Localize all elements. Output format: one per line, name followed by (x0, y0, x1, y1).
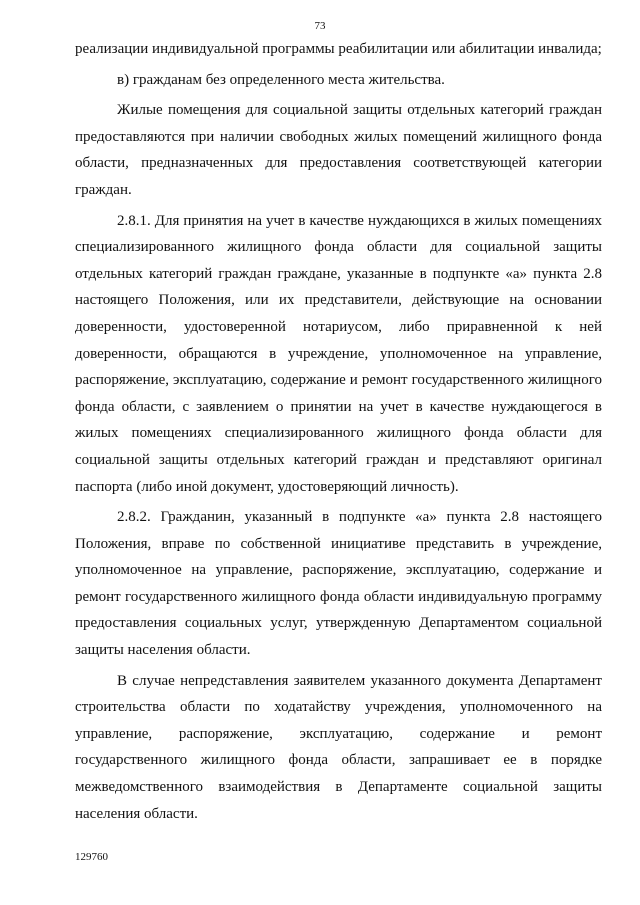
paragraph-2-8-1: 2.8.1. Для принятия на учет в качестве нуждающихся в жилых помещениях специализированного жилищного фонда области для социальной защиты отдельных категорий граждан граждане, указанные в подпункте «а» пункта 2.8 настоящего Положения, или их представители, действующие на основании доверенности, удостоверенной нотариусом, либо приравненной к ней доверенности, обращаются в учреждение, уполномоченное на управление, распоряжение, эксплуатацию, содержание и ремонт государственного жилищного фонда области, с заявлением о принятии на учет в качестве нуждающегося в жилых помещениях специализированного жилищного фонда области для социальной защиты отдельных категорий граждан и представляют оригинал паспорта (либо иной документ, удостоверяющий личность). (75, 212, 602, 495)
document-code: 129760 (75, 851, 108, 863)
paragraph-housing-provision: Жилые помещения для социальной защиты отдельных категорий граждан предоставляются при наличии свободных жилых помещений жилищного фонда области, предназначенных для предоставления соответствующей категории граждан. (75, 102, 602, 198)
page-number: 73 (314, 20, 326, 32)
document-body (75, 36, 602, 827)
paragraph-2-8-2: 2.8.2. Гражданин, указанный в подпункте «а» пункта 2.8 настоящего Положения, вправе по собственной инициативе представить в учреждение, уполномоченное на управление, распоряжение, эксплуатацию, содержание и ремонт государственного жилищного фонда области индивидуальную программу предоставления социальных услуг, утвержденную Департаментом социальной защиты населения области. (75, 509, 602, 659)
paragraph-item-v: в) гражданам без определенного места жительства. (117, 71, 445, 88)
paragraph-non-submission: В случае непредставления заявителем указанного документа Департамент строительства области по ходатайству учреждения, уполномоченного на управление, распоряжение, эксплуатацию, содержание и ремонт государственного жилищного фонда области, запрашивает ее в порядке межведомственного взаимодействия в Департаменте социальной защиты населения области. (75, 672, 602, 822)
paragraph-continuation: реализации индивидуальной программы реабилитации или абилитации инвалида; (75, 41, 602, 57)
